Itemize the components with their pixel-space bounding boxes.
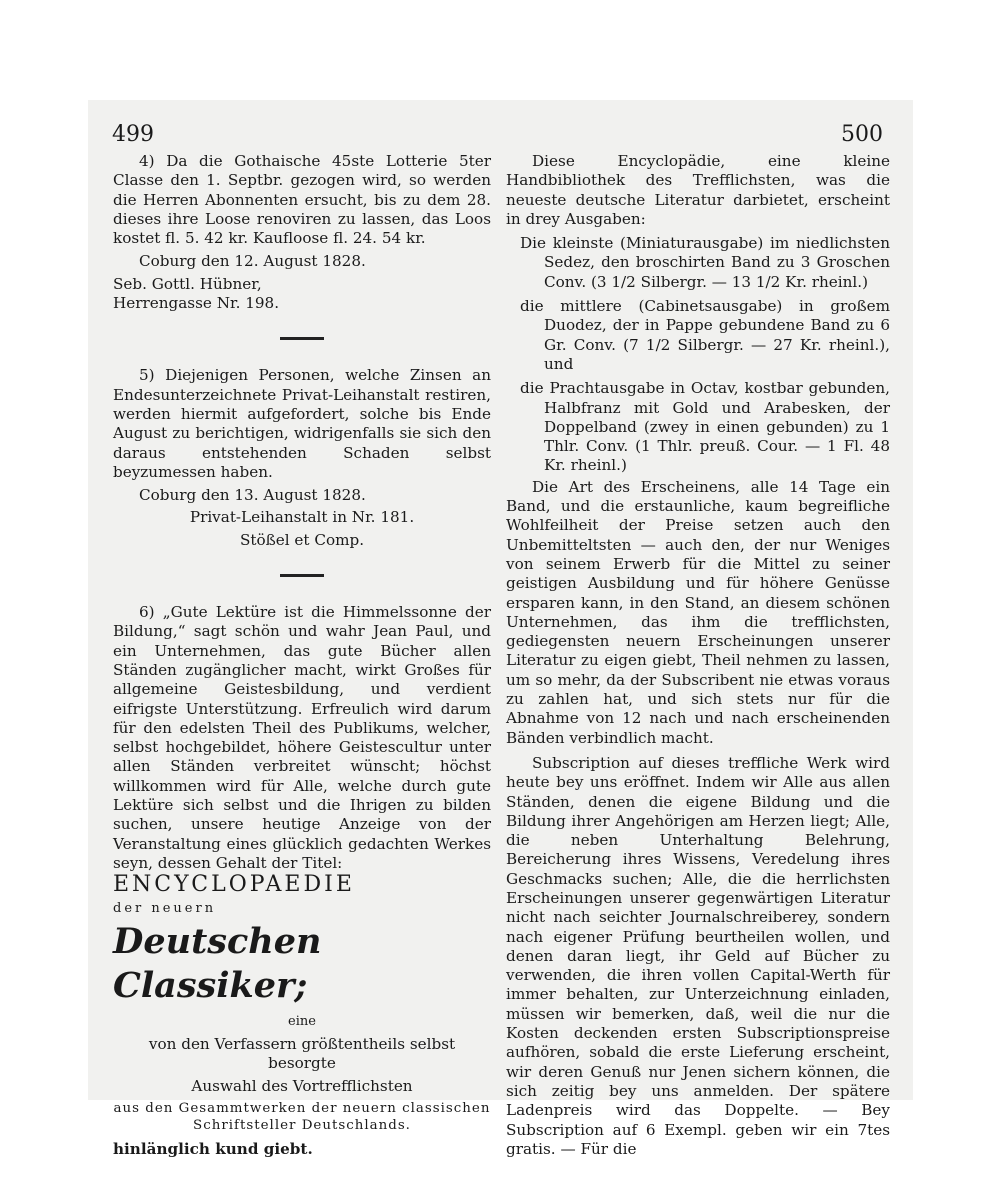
section-divider <box>280 337 324 340</box>
left-column <box>113 152 491 1159</box>
book-title-subtitle-3: aus den Gesammtwerken der neuern classischen Schriftsteller Deutschlands. <box>113 1100 491 1133</box>
book-title-encyclopaedie: ENCYCLOPAEDIE <box>113 872 355 898</box>
notice-4-signature-name: Seb. Gottl. Hübner, <box>113 274 262 293</box>
book-title-eine: eine <box>288 1013 316 1029</box>
notice-5-signature-line2: Stößel et Comp. <box>239 530 365 549</box>
book-title-subtitle-2: Auswahl des Vortrefflichsten <box>191 1076 413 1095</box>
right-column <box>506 152 890 1159</box>
notice-6-closing: hinlänglich kund giebt. <box>113 1139 313 1158</box>
edition-miniature: Die kleinste (Miniaturausgabe) im niedlichsten Sedez, den broschirten Band zu 3 Groschen Conv. (3 1/2 Silbergr. — 13 1/2 Kr. rheinl.) <box>520 234 890 291</box>
page-number-right: 500 <box>841 122 883 147</box>
notice-5-signature-line1: Privat-Leihanstalt in Nr. 181. <box>189 508 415 527</box>
encyclopaedia-intro: Diese Encyclopädie, eine kleine Handbibliothek des Trefflichsten, was die neueste deutsche Literatur darbietet, erscheint in drey Ausgaben: <box>506 152 890 228</box>
newspaper-page <box>88 100 913 1158</box>
notice-4-date: Coburg den 12. August 1828. <box>139 252 366 271</box>
edition-cabinet: die mittlere (Cabinetsausgabe) in großem Duodez, der in Pappe gebundene Band zu 6 Gr. Conv. (7 1/2 Silbergr. — 27 Kr. rheinl.), und <box>520 297 890 373</box>
subscription-notice: Subscription auf dieses treffliche Werk wird heute bey uns eröffnet. Indem wir Alle aus allen Ständen, denen die eigene Bildung und die Bildung ihrer Angehörigen am Herzen liegt; Alle, die neben Unterhaltung Belehrung, Bereicherung ihres Wissens, Veredelung ihres Geschmacks suchen; Alle, die die herrlichsten Erscheinungen unserer gegenwärtigen Literatur nicht nach seichter Journalschreiberey, sondern nach eigener Prüfung beurtheilen wollen, und denen daran liegt, ihr Geld auf Bücher zu verwenden, die ihren vollen Capital-Werth für immer behalten, zur Unterzeichnung einladen, müssen wir bemerken, daß, weil die nur die Kosten deckenden ersten Subscriptionspreise aufhören, sobald die erste Lieferung erscheint, wir deren Genuß nur Jenen sichern können, die sich zeitig bey uns anmelden. Der spätere Ladenpreis wird das Doppelte. — Bey Subscription auf 6 Exempl. geben wir ein 7tes gratis. — Für die <box>506 753 890 1158</box>
notice-4: 4) Da die Gothaische 45ste Lotterie 5ter Classe den 1. Septbr. gezogen wird, so werden die Herren Abonnenten ersucht, bis zu dem 28. dieses ihre Loose renoviren zu lassen, das Loos kostet fl. 5. 42 kr. Kaufloose fl. 24. 54 kr. <box>113 152 491 248</box>
notice-4-signature-address: Herrengasse Nr. 198. <box>113 294 280 313</box>
book-title-der-neuern: der neuern <box>113 900 217 916</box>
notice-5: 5) Diejenigen Personen, welche Zinsen an Endesunterzeichnete Privat-Leihanstalt restiren, werden hiermit aufgefordert, solche bis Ende August zu berichtigen, widrigenfalls sie sich den daraus entstehenden Schaden selbst beyzumessen haben. <box>113 366 491 481</box>
page-number-left: 499 <box>112 122 154 147</box>
notice-5-date: Coburg den 13. August 1828. <box>139 486 366 505</box>
edition-deluxe: die Prachtausgabe in Octav, kostbar gebunden, Halbfranz mit Gold und Arabesken, der Doppelband (zwey in einen gebunden) zu 1 Thlr. Conv. (1 Thlr. preuß. Cour. — 1 Fl. 48 Kr. rheinl.) <box>520 379 890 475</box>
notice-6: 6) „Gute Lektüre ist die Himmelssonne der Bildung,“ sagt schön und wahr Jean Paul, und ein Unternehmen, das gute Bücher allen Ständen zugänglicher macht, wirkt Großes für allgemeine Geistesbildung, und verdient eifrigste Unterstützung. Erfreulich wird darum für den edelsten Theil des Publikums, welcher, selbst hochgebildet, höhere Geistescultur unter allen Ständen verbreitet wünscht; höchst willkommen wird für Alle, welche durch gute Lektüre sich selbst und die Ihrigen zu bilden suchen, unsere heutige Anzeige von der Veranstaltung eines glücklich gedachten Werkes seyn, dessen Gehalt der Titel: <box>113 603 491 872</box>
book-title-main: Deutschen Classiker; <box>113 920 322 1006</box>
publication-terms: Die Art des Erscheinens, alle 14 Tage ein Band, und die erstaunliche, kaum begreifliche Wohlfeilheit der Preise setzen auch den Unbemitteltsten — auch den, der nur Weniges von seinem Erwerb für die Mittel zu seiner geistigen Ausbildung und für höhere Genüsse ersparen kann, in den Stand, an diesem schönen Unternehmen, das ihm die trefflichsten, gediegensten neuern Erscheinungen unserer Literatur zu eigen giebt, Theil nehmen zu lassen, um so mehr, da der Subscribent nie etwas voraus zu zahlen hat, und sich stets nur für die Abnahme von 12 nach und nach erscheinenden Bänden verbindlich macht. <box>506 477 890 747</box>
book-title-subtitle-1: von den Verfassern größtentheils selbst besorgte <box>148 1035 456 1073</box>
section-divider <box>280 574 324 577</box>
